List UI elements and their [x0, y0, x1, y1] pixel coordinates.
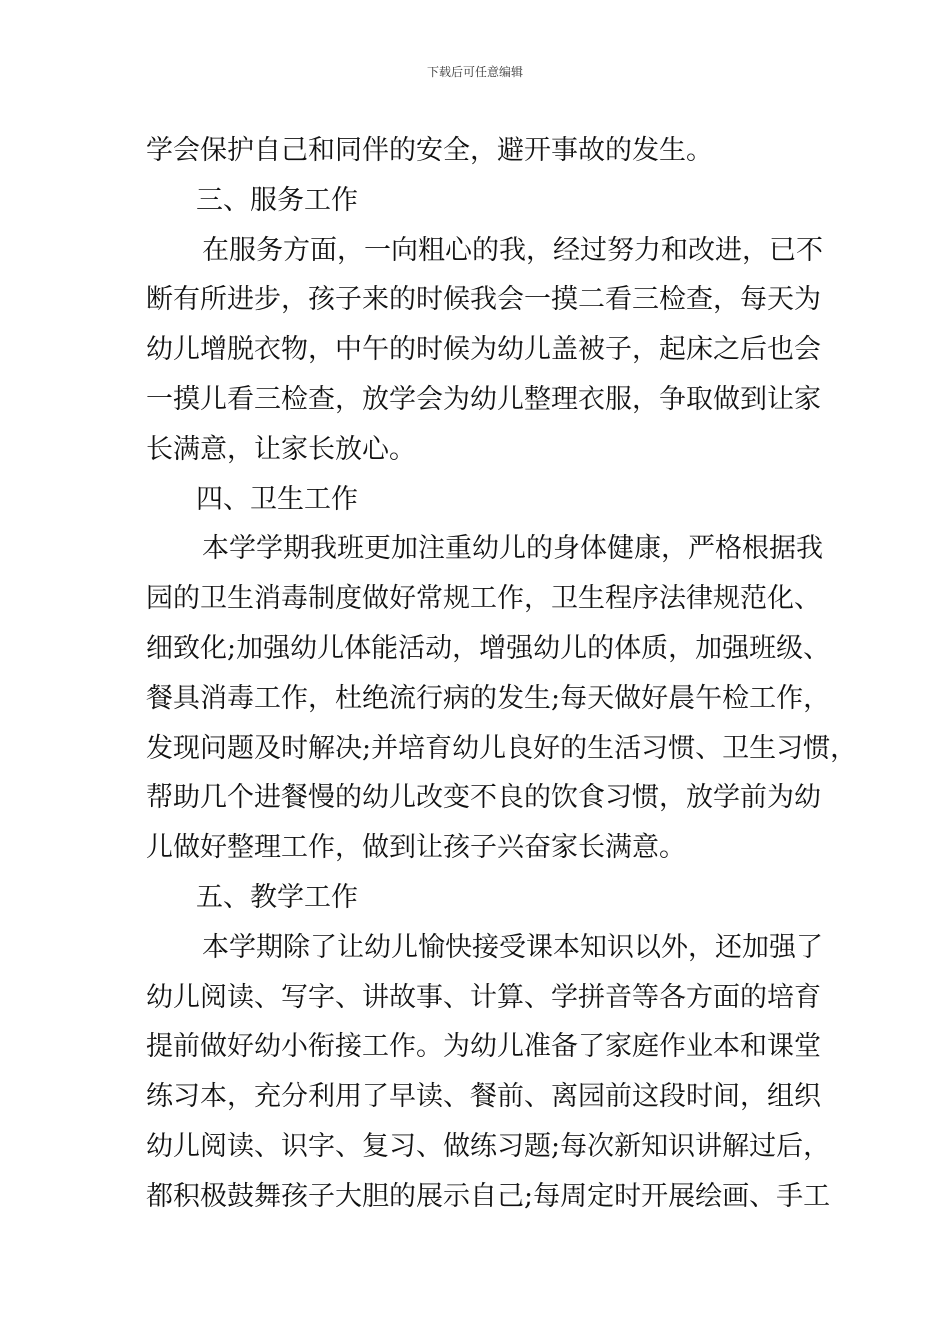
text-line: 幼儿增脱衣物，中午的时候为幼儿盖被子，起床之后也会 — [146, 334, 821, 366]
text-line: 练习本，充分利用了早读、餐前、离园前这段时间，组织 — [146, 1081, 821, 1113]
section-heading-teaching: 五、教学工作 — [196, 881, 358, 913]
text-line: 幼儿阅读、写字、讲故事、计算、学拼音等各方面的培育 — [146, 981, 821, 1013]
section-heading-hygiene: 四、卫生工作 — [196, 483, 358, 515]
text-line: 发现问题及时解决;并培育幼儿良好的生活习惯、卫生习惯， — [146, 732, 858, 764]
text-line: 本学学期我班更加注重幼儿的身体健康，严格根据我 — [202, 533, 823, 565]
text-line: 本学期除了让幼儿愉快接受课本知识以外，还加强了 — [202, 931, 823, 963]
text-line: 提前做好幼小衔接工作。为幼儿准备了家庭作业本和课堂 — [146, 1031, 821, 1063]
text-line: 一摸儿看三检查，放学会为幼儿整理衣服，争取做到让家 — [146, 383, 821, 415]
section-heading-service: 三、服务工作 — [196, 184, 358, 216]
text-line: 学会保护自己和同伴的安全，避开事故的发生。 — [146, 135, 713, 166]
text-line: 在服务方面，一向粗心的我，经过努力和改进，已不 — [202, 234, 823, 266]
document-body — [146, 126, 858, 1222]
text-line: 园的卫生消毒制度做好常规工作，卫生程序法律规范化、 — [146, 583, 821, 615]
text-line: 细致化;加强幼儿体能活动，增强幼儿的体质，加强班级、 — [146, 632, 831, 664]
page-header-note: 下载后可任意编辑 — [426, 65, 523, 79]
text-line: 餐具消毒工作，杜绝流行病的发生;每天做好晨午检工作， — [146, 682, 831, 714]
text-line: 帮助几个进餐慢的幼儿改变不良的饮食习惯，放学前为幼 — [146, 782, 821, 814]
text-line: 断有所进步，孩子来的时候我会一摸二看三检查，每天为 — [146, 284, 821, 316]
text-line: 长满意，让家长放心。 — [146, 433, 416, 465]
text-line: 幼儿阅读、识字、复习、做练习题;每次新知识讲解过后， — [146, 1130, 831, 1162]
text-line: 都积极鼓舞孩子大胆的展示自己;每周定时开展绘画、手工 — [146, 1180, 831, 1212]
text-line: 儿做好整理工作，做到让孩子兴奋家长满意。 — [146, 832, 686, 864]
